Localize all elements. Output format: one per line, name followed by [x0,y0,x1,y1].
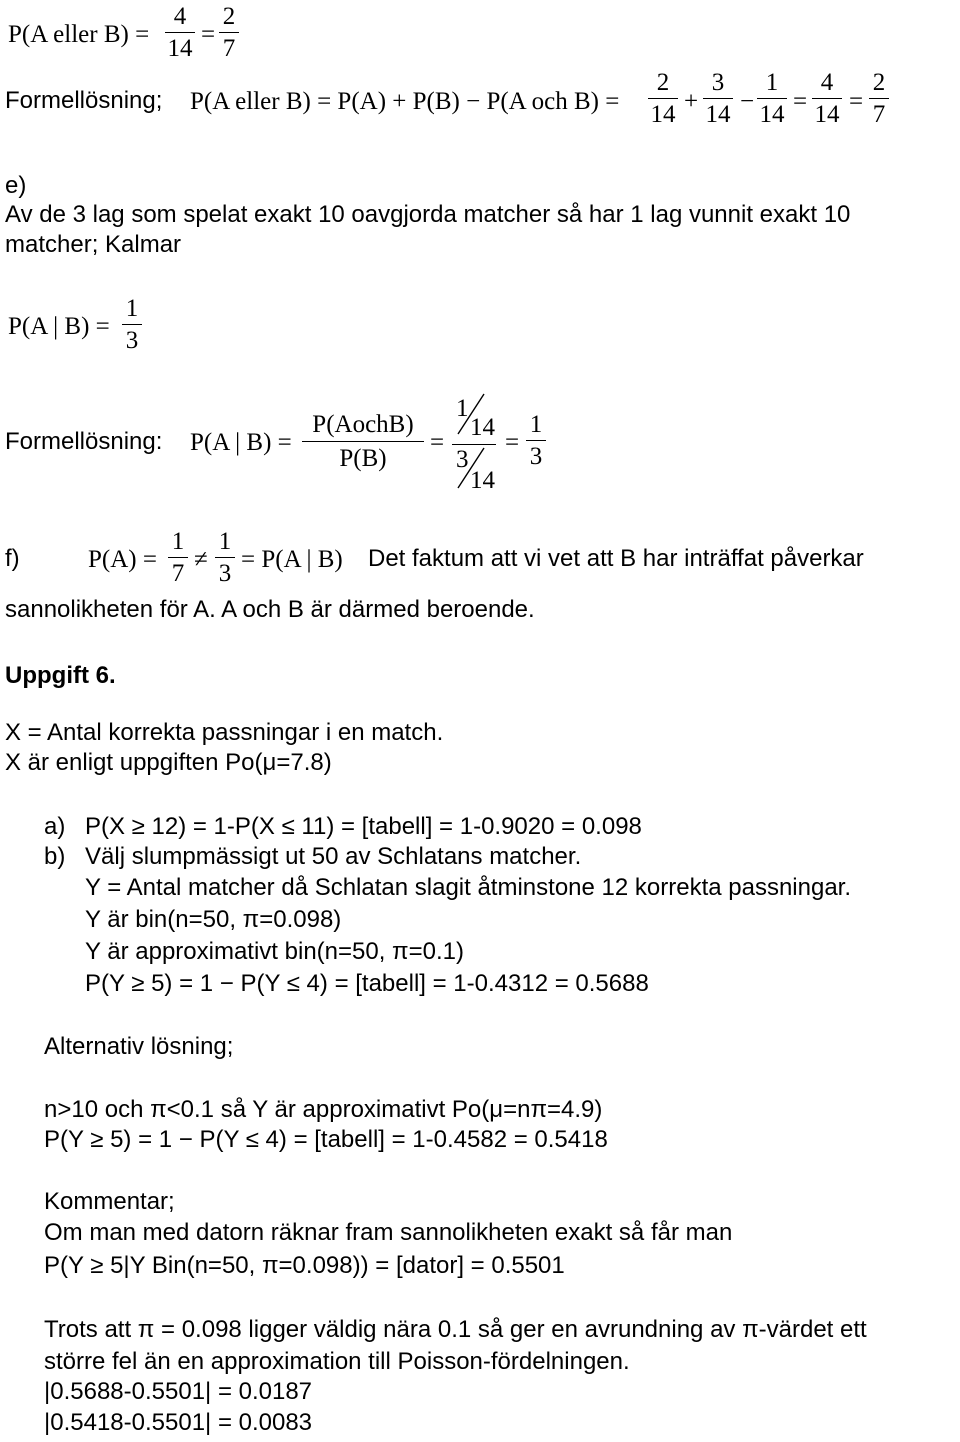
comment-heading: Kommentar; [44,1188,175,1215]
fraction-denominator: 14 [648,98,678,127]
alternative-condition: n>10 och π<0.1 så Y är approximativt Po(μ=nπ=4.9) [44,1096,603,1123]
fraction-denominator: 3 [215,557,235,586]
fraction [812,70,842,127]
union-formula: P(A eller B) = P(A) + P(B) − P(A och B) = [190,88,620,115]
slash-denominator-top: 3 [456,446,469,473]
y-binomial: Y är bin(n=50, π=0.098) [85,906,342,933]
fraction-denominator: 14 [703,98,733,127]
item-b-text: Välj slumpmässigt ut 50 av Schlatans matcher. [85,843,582,870]
item-b-label: b) [44,843,66,870]
slash-numerator-bottom: 14 [470,414,495,441]
minus-sign: − [740,88,755,115]
fraction-1-3 [122,296,142,353]
fraction-denominator: 3 [526,440,546,469]
fraction-denominator: 7 [869,98,889,127]
fraction-numerator: 1 [218,528,232,555]
x-definition: X = Antal korrekta passningar i en match. [5,719,444,746]
fraction-2-7 [219,4,239,61]
fraction-denominator: 7 [168,557,188,586]
fraction-denominator: 14 [165,32,195,61]
section-e-text-line2: matcher; Kalmar [5,231,182,258]
eq-union-lhs: P(A eller B) = [8,21,150,48]
conclusion-line1: Trots att π = 0.098 ligger väldig nära 0.1 så ger en avrundning av π-värdet ett [44,1316,867,1343]
formel-label: Formellösning: [5,428,163,455]
fraction-numerator: 2 [656,69,670,96]
section-f-text-line1: Det faktum att vi vet att B har inträffat påverkar [368,545,864,572]
fraction-denominator: 14 [757,98,787,127]
conclusion-line2: större fel än en approximation till Poisson-fördelningen. [44,1348,630,1375]
fraction-numerator: 1 [529,411,543,438]
fraction-1-3 [215,529,235,586]
section-f-label: f) [5,545,20,572]
fraction-numerator: 2 [222,3,236,30]
pa-lhs: P(A) = [88,546,157,573]
alternative-probability: P(Y ≥ 5) = 1 − P(Y ≤ 4) = [tabell] = 1-0.4582 = 0.5418 [44,1126,608,1153]
fraction-numerator: 4 [820,69,834,96]
absolute-error-2: |0.5418-0.5501| = 0.0083 [44,1409,313,1436]
equals-sign: = [793,88,808,115]
fraction-denominator: 3 [122,324,142,353]
section-heading: Uppgift 6. [5,662,116,689]
fraction-4-14 [165,4,195,61]
fraction-denominator: 14 [812,98,842,127]
y-probability: P(Y ≥ 5) = 1 − P(Y ≤ 4) = [tabell] = 1-0.4312 = 0.5688 [85,970,649,997]
comment-line1: Om man med datorn räknar fram sannolikheten exakt så får man [44,1219,733,1246]
not-equal-sign: ≠ [194,546,208,573]
equals-sign: = [849,88,864,115]
section-e-label: e) [5,172,27,199]
slash-fraction-line [454,390,494,440]
item-a-label: a) [44,813,66,840]
fraction-denominator: 7 [219,32,239,61]
fraction [869,70,889,127]
section-e-text-line1: Av de 3 lag som spelat exakt 10 oavgjorda matcher så har 1 lag vunnit exakt 10 [5,201,851,228]
fraction-denominator: P(B) [302,441,424,471]
fraction-numerator: 1 [171,528,185,555]
fraction-numerator: 1 [125,295,139,322]
fraction [703,70,733,127]
comment-line2: P(Y ≥ 5|Y Bin(n=50, π=0.098)) = [dator] = 0.5501 [44,1252,565,1279]
plus-sign: + [684,88,699,115]
section-f-text-line2: sannolikheten för A. A och B är därmed beroende. [5,596,535,623]
y-definition: Y = Antal matcher då Schlatan slagit åtminstone 12 korrekta passningar. [85,874,852,901]
fraction-numerator: 3 [711,69,725,96]
alternative-heading: Alternativ lösning; [44,1033,234,1060]
fraction [757,70,787,127]
fraction-numerator: 2 [872,69,886,96]
fraction [648,70,678,127]
equals-sign: = [430,429,445,456]
slash-fraction-line [454,444,494,494]
conditional-formula-lhs: P(A | B) = [190,429,292,456]
slash-numerator-top: 1 [456,395,469,422]
fraction-numerator: P(AochB) [312,411,414,438]
equals-sign: = [201,21,216,48]
fraction-1-3 [526,412,546,469]
equals-sign: = [505,429,520,456]
slash-denominator-bottom: 14 [470,467,495,494]
conditional-lhs: P(A | B) = [8,313,110,340]
y-approximation: Y är approximativt bin(n=50, π=0.1) [85,938,464,965]
x-distribution: X är enligt uppgiften Po(μ=7.8) [5,749,332,776]
fraction-numerator: 4 [173,3,187,30]
conditional-rhs: = P(A | B) [241,546,343,573]
item-a-text: P(X ≥ 12) = 1-P(X ≤ 11) = [tabell] = 1-0.9020 = 0.098 [85,813,642,840]
formel-label: Formellösning; [5,87,163,114]
fraction-bayes [302,412,424,471]
absolute-error-1: |0.5688-0.5501| = 0.0187 [44,1378,313,1405]
fraction-numerator: 1 [765,69,779,96]
fraction-1-7 [168,529,188,586]
